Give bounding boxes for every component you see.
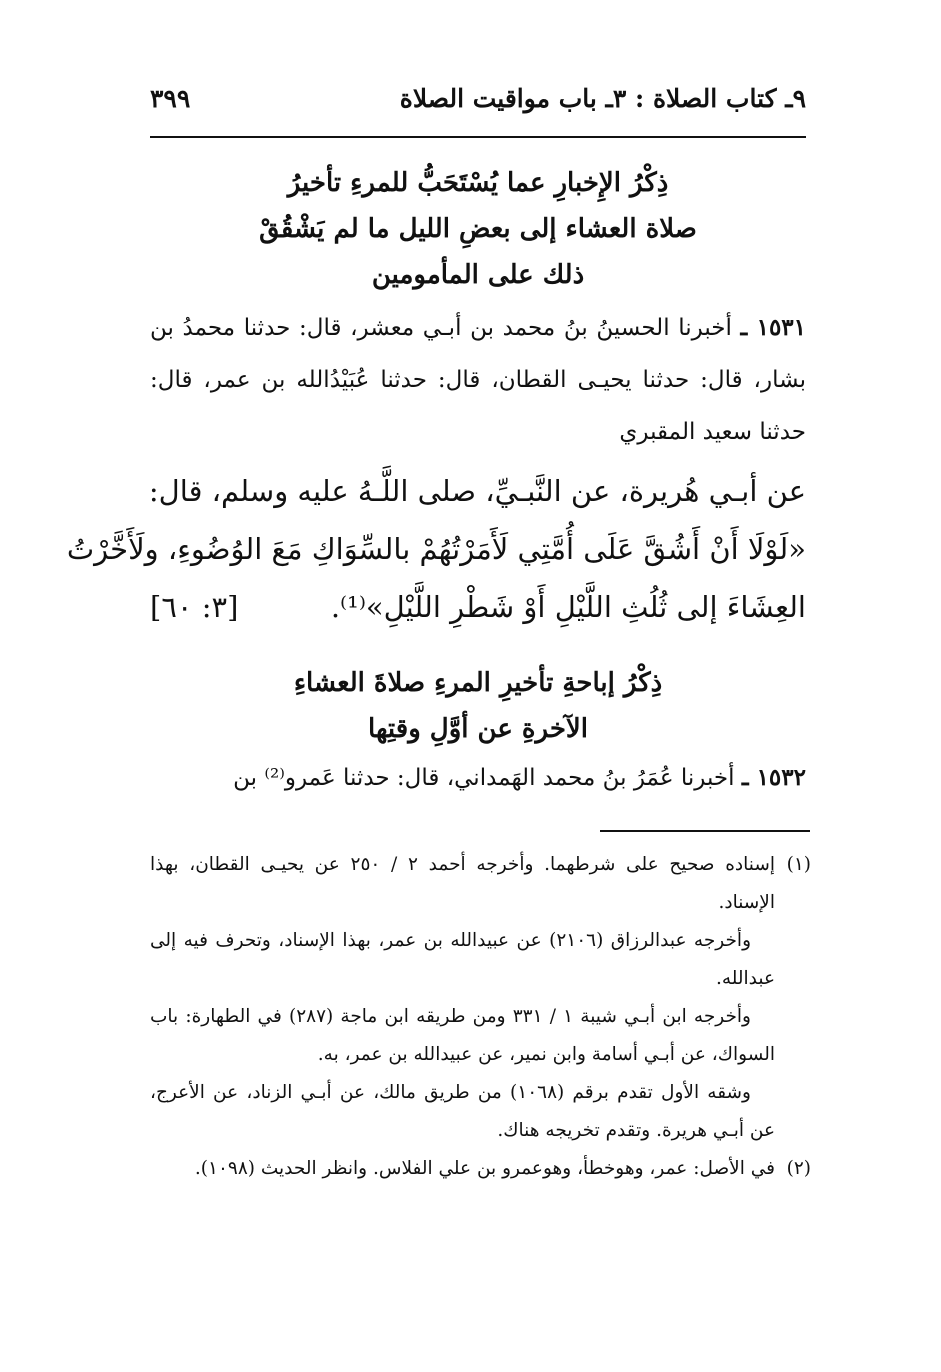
heading-line: ذِكْرُ إباحةِ تأخيرِ المرءِ صلاةَ العشاءِ bbox=[293, 668, 663, 698]
isnad-paragraph-1532 bbox=[150, 752, 806, 804]
source-reference: [٣: ٦٠] bbox=[150, 590, 239, 624]
footnote-rule bbox=[600, 830, 810, 832]
matn-line: «لَوْلَا أَنْ أَشُقَّ عَلَى أُمَّتِي لَأَمَرْتُهُمْ بالسِّوَاكِ مَعَ الوُضُوءِ، ولَأَخَّرْتُ bbox=[66, 532, 806, 566]
isnad-paragraph-1531 bbox=[150, 302, 806, 458]
footnotes bbox=[150, 846, 811, 1188]
page-header bbox=[150, 78, 806, 118]
hadith-number: ١٥٣١ ـ bbox=[740, 314, 807, 341]
section-heading-2 bbox=[150, 660, 806, 752]
section-heading-1 bbox=[150, 160, 806, 298]
footnote-paragraph: وشقه الأول تقدم برقم (١٠٦٨) من طريق مالك، عن أبـي الزناد، عن الأعرج، عن أبـي هريرة. وتقدم تخريجه هناك. bbox=[150, 1082, 775, 1141]
heading-line: صلاة العشاء إلى بعضِ الليل ما لم يَشْقُقْ bbox=[259, 214, 697, 244]
footnote-1 bbox=[150, 846, 811, 922]
footnote-marker: (٢) bbox=[786, 1158, 811, 1179]
heading-line: الآخرةِ عن أوَّلِ وقتِها bbox=[368, 714, 588, 744]
hadith-number: ١٥٣٢ ـ bbox=[741, 764, 806, 791]
footnote-text: في الأصل: عمر، وهوخطأ، وهوعمرو بن علي الفلاس. وانظر الحديث (١٠٩٨). bbox=[194, 1158, 775, 1179]
isnad-text: أخبرنا الحسينُ بنُ محمد بن أبـي معشر، قال: حدثنا محمدُ بن بشار، قال: حدثنا يحيـى القطان، قال: حدثنا عُبَيْدُالله بن عمر، قال: حدثنا سعيد المقبري bbox=[150, 315, 806, 445]
running-title: ٩ـ كتاب الصلاة : ٣ـ باب مواقيت الصلاة bbox=[399, 83, 806, 113]
footnote-marker: (١) bbox=[786, 854, 811, 875]
header-rule bbox=[150, 136, 806, 138]
heading-line: ذِكْرُ الإِخبارِ عما يُسْتَحَبُّ للمرءِ تأخيرُ bbox=[287, 168, 669, 198]
heading-line: ذلك على المأمومين bbox=[371, 260, 585, 290]
isnad-text: أخبرنا عُمَرُ بنُ محمد الهَمداني، قال: حدثنا عَمرو⁽²⁾ بن bbox=[233, 765, 735, 791]
matn-line: العِشَاءَ إلى ثُلُثِ اللَّيْلِ أَوْ شَطْرِ اللَّيْلِ»⁽¹⁾. bbox=[330, 590, 806, 624]
hadith-matn bbox=[66, 462, 806, 636]
matn-line: عن أبـي هُريرة، عن النَّبـيِّ، صلى اللَّـهُ عليه وسلم، قال: bbox=[148, 474, 806, 508]
matn-line-last bbox=[150, 578, 806, 636]
page-number: ٣٩٩ bbox=[150, 83, 191, 113]
footnote-paragraph: وأخرجه عبدالرزاق (٢١٠٦) عن عبيدالله بن عمر، بهذا الإسناد، وتحرف فيه إلى عبدالله. bbox=[150, 930, 775, 989]
footnote-paragraph: وأخرجه ابن أبـي شيبة ١ / ٣٣١ ومن طريقه ابن ماجة (٢٨٧) في الطهارة: باب السواك، عن أبـي أسامة وابن نمير، عن عبيدالله بن عمر، به. bbox=[150, 1006, 775, 1065]
footnote-2 bbox=[150, 1150, 811, 1188]
footnote-text: إسناده صحيح على شرطهما. وأخرجه أحمد ٢ / ٢٥٠ عن يحيـى القطان، بهذا الإسناد. bbox=[150, 854, 776, 913]
